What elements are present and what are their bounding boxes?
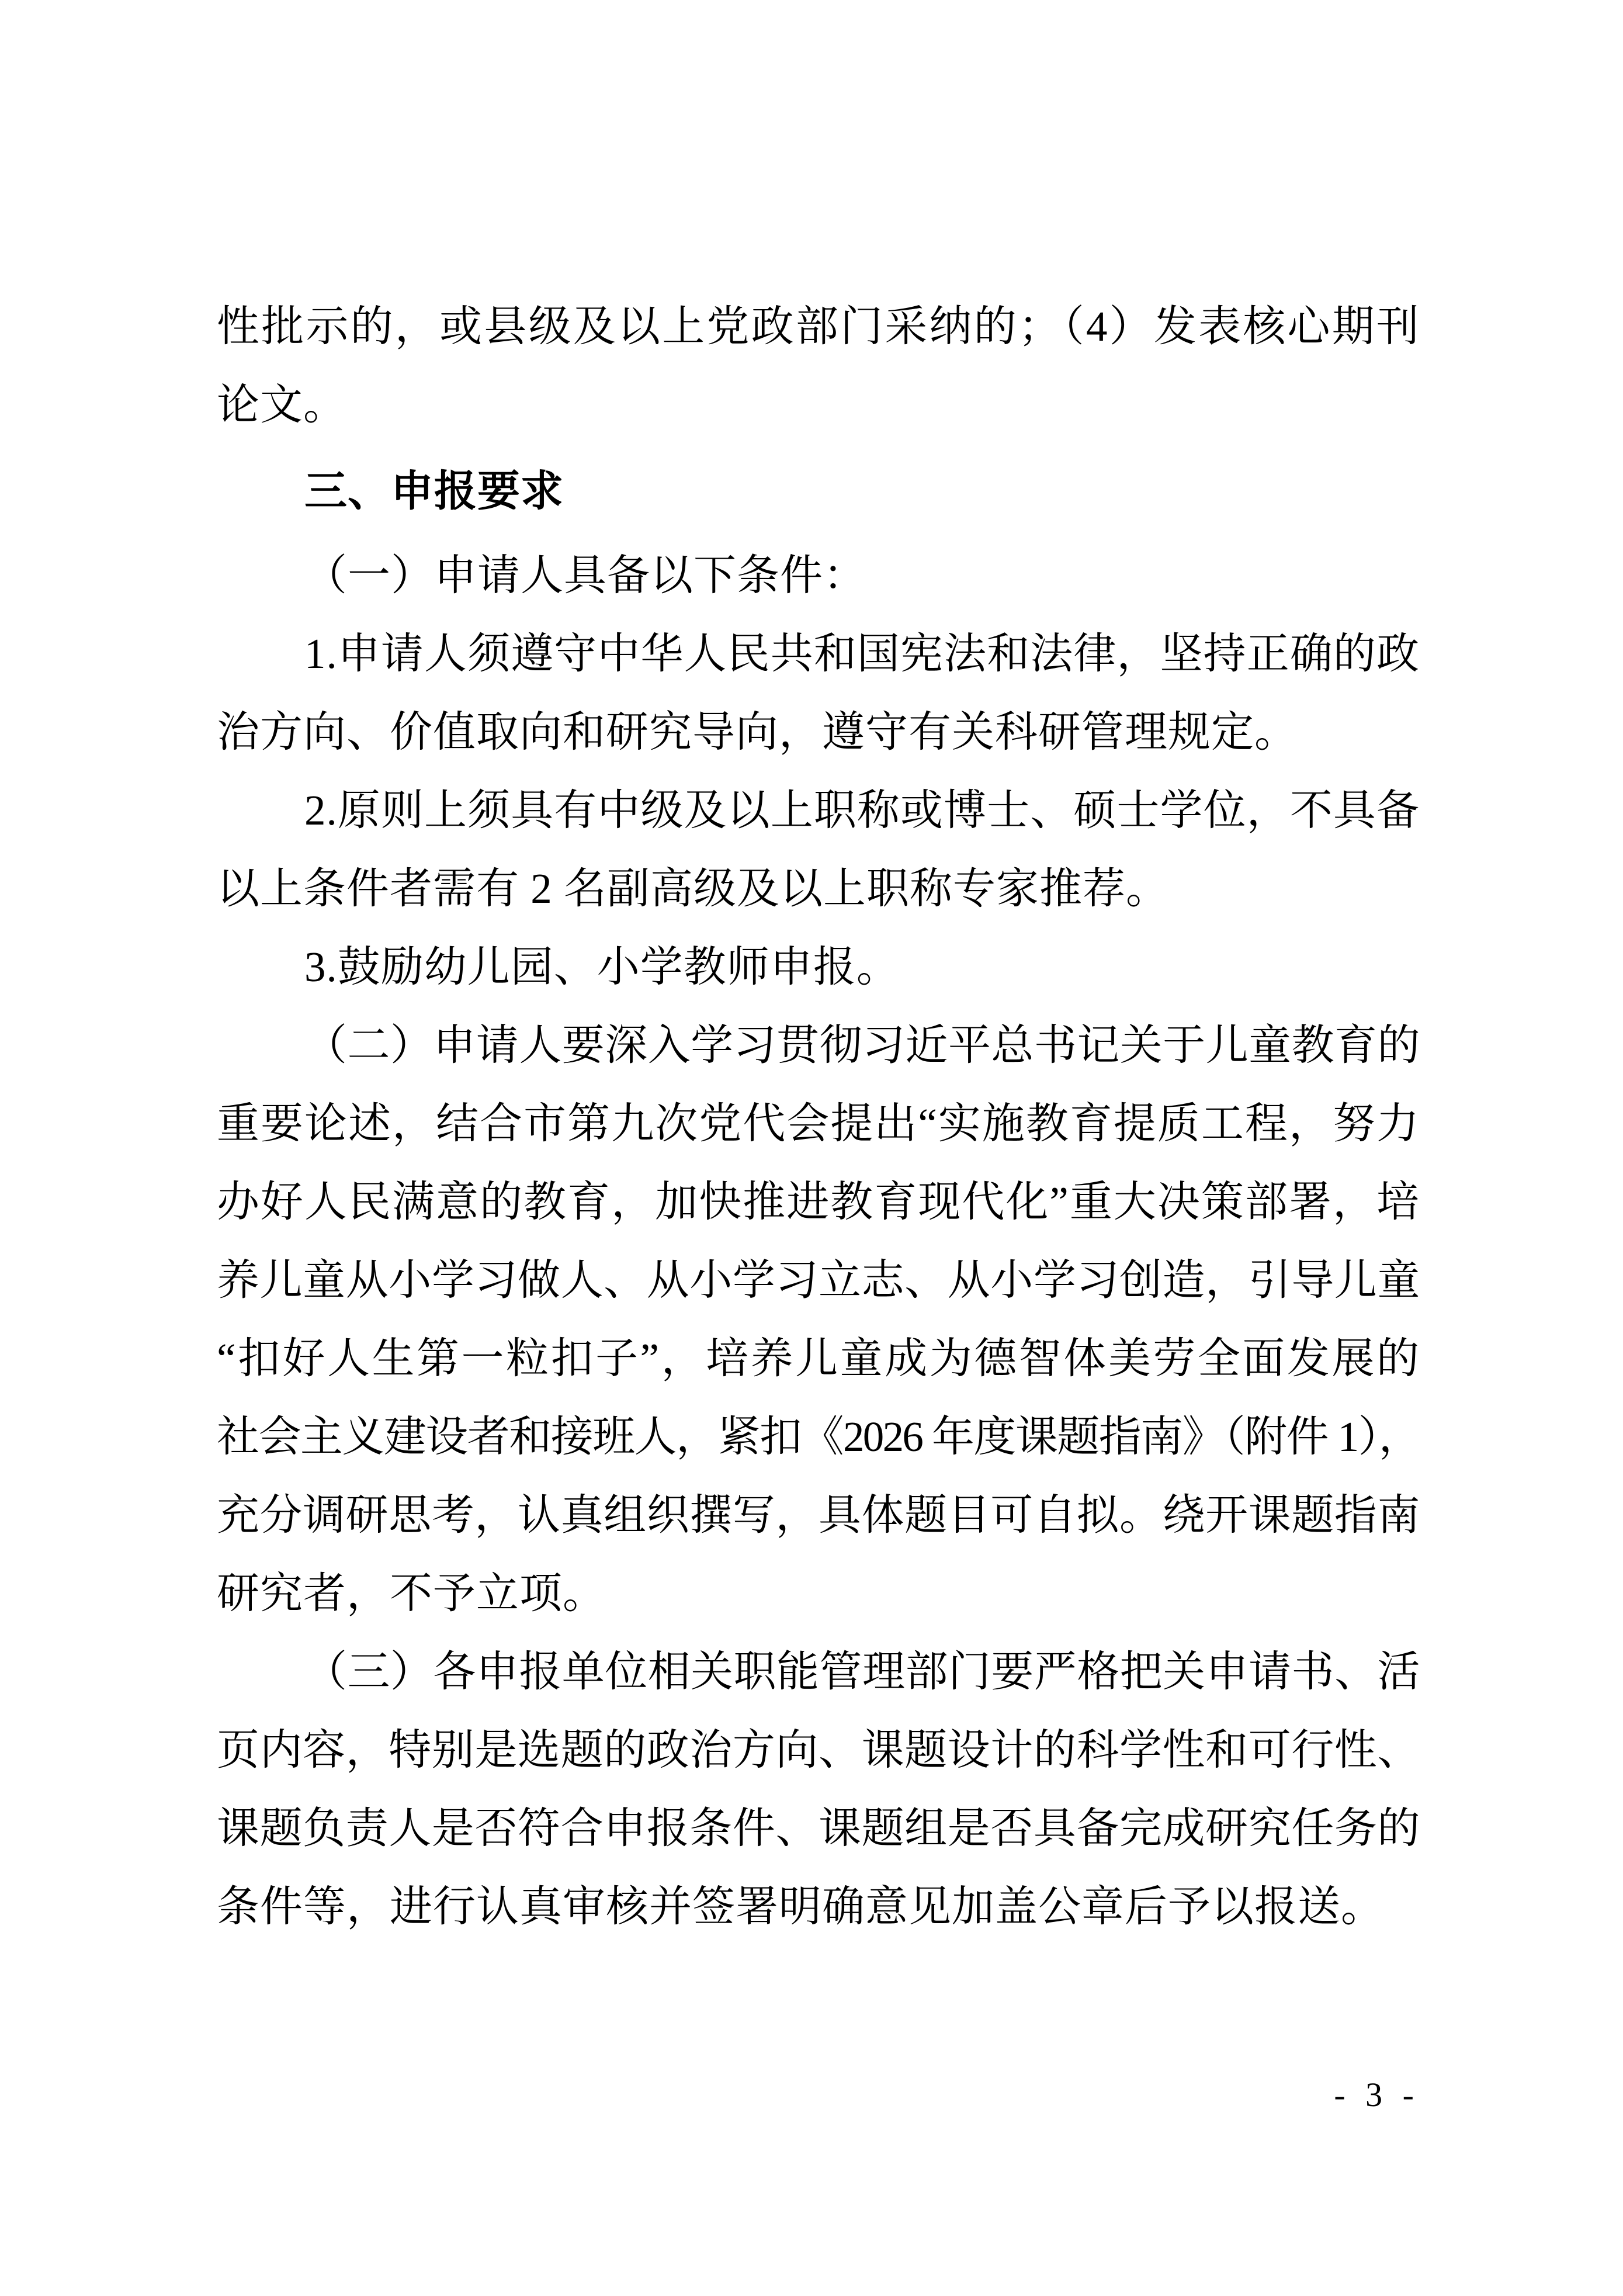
text-line: （三）各申报单位相关职能管理部门要严格把关申请书、活 [304, 1648, 1420, 1695]
text-line: 页内容，特别是选题的政治方向、课题设计的科学性和可行性、 [217, 1726, 1420, 1774]
text-line: 3.鼓励幼儿园、小学教师申报。 [304, 943, 900, 991]
text-line: 2.原则上须具有中级及以上职称或博士、硕士学位，不具备 [304, 787, 1420, 834]
text-line: （二）申请人要深入学习贯彻习近平总书记关于儿童教育的 [304, 1021, 1420, 1069]
text-line: 条件等，进行认真审核并签署明确意见加盖公章后予以报送。 [217, 1883, 1384, 1930]
text-line: 重要论述，结合市第九次党代会提出“实施教育提质工程，努力 [217, 1100, 1420, 1147]
document-body [217, 288, 1420, 1946]
text-line: “扣好人生第一粒扣子”，培养儿童成为德智体美劳全面发展的 [217, 1335, 1420, 1382]
text-line: 性批示的，或县级及以上党政部门采纳的；（4）发表核心期刊 [217, 303, 1420, 350]
text-line: 以上条件者需有 2 名副高级及以上职称专家推荐。 [217, 865, 1169, 912]
text-line: 养儿童从小学习做人、从小学习立志、从小学习创造，引导儿童 [217, 1256, 1420, 1304]
text-line: 1.申请人须遵守中华人民共和国宪法和法律，坚持正确的政 [304, 630, 1420, 677]
text-line: 论文。 [217, 381, 346, 428]
page-number: - 3 - [1334, 2076, 1420, 2114]
text-line: （一）申请人具备以下条件： [304, 552, 866, 599]
text-line: 办好人民满意的教育，加快推进教育现代化”重大决策部署，培 [217, 1178, 1420, 1225]
section-heading: 三、申报要求 [304, 467, 564, 515]
text-line: 课题负责人是否符合申报条件、课题组是否具备完成研究任务的 [217, 1805, 1420, 1852]
text-line: 治方向、价值取向和研究导向，遵守有关科研管理规定。 [217, 708, 1298, 756]
text-line: 研究者，不予立项。 [217, 1570, 606, 1617]
text-line: 社会主义建设者和接班人，紧扣《2026 年度课题指南》（附件 1）， [217, 1413, 1420, 1460]
text-line: 充分调研思考，认真组织撰写，具体题目可自拟。绕开课题指南 [217, 1491, 1420, 1539]
